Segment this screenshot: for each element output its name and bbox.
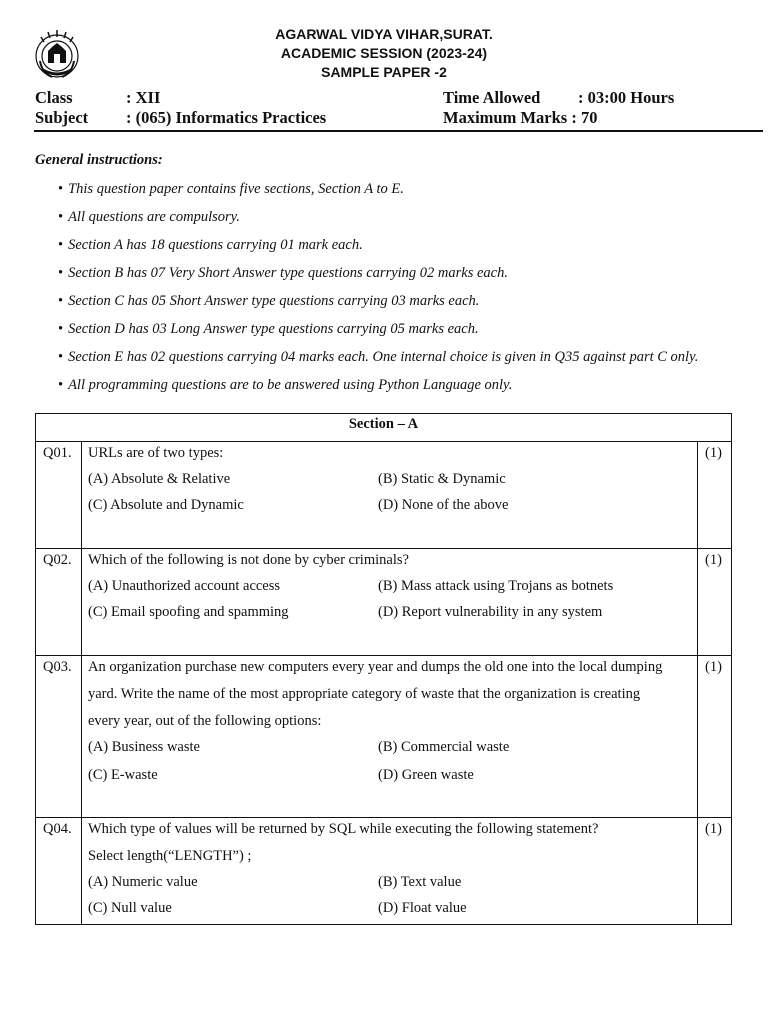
instruction-item: • All programming questions are to be answered using Python Language only.: [58, 376, 698, 404]
question-marks: (1): [705, 552, 722, 568]
question-marks: (1): [705, 821, 722, 837]
row-divider: [36, 817, 731, 818]
question-text: URLs are of two types:: [88, 445, 224, 461]
school-name: AGARWAL VIDYA VIHAR,SURAT.: [275, 26, 493, 42]
question-text: Select length(“LENGTH”) ;: [88, 848, 252, 864]
question-text: Which of the following is not done by cyber criminals?: [88, 552, 409, 568]
option-d: (D) None of the above: [378, 497, 509, 513]
option-b: (B) Commercial waste: [378, 739, 510, 755]
option-b: (B) Mass attack using Trojans as botnets: [378, 578, 614, 594]
option-b: (B) Static & Dynamic: [378, 471, 506, 487]
header-divider: [34, 130, 763, 132]
option-a: (A) Unauthorized account access: [88, 578, 281, 594]
subject-value: : (065) Informatics Practices: [126, 108, 327, 127]
instructions-title: General instructions:: [35, 152, 163, 168]
class-label: Class: [35, 88, 73, 107]
time-allowed-value: : 03:00 Hours: [578, 88, 675, 107]
option-a: (A) Numeric value: [88, 874, 198, 890]
section-a-table: [35, 413, 732, 925]
option-c: (C) E-waste: [88, 767, 158, 783]
instructions-list: [58, 180, 698, 404]
academic-session: ACADEMIC SESSION (2023-24): [280, 45, 488, 61]
section-title: Section – A: [36, 414, 731, 442]
column-divider: [81, 441, 82, 924]
class-value: : XII: [126, 88, 161, 107]
question-number: Q02.: [43, 552, 72, 568]
instruction-item: • Section E has 02 questions carrying 04 marks each. One internal choice is given in Q35 against part C only.: [58, 348, 698, 376]
option-b: (B) Text value: [378, 874, 462, 890]
option-d: (D) Report vulnerability in any system: [378, 604, 603, 620]
option-a: (A) Absolute & Relative: [88, 471, 231, 487]
subject-label: Subject: [35, 108, 89, 127]
instruction-item: • Section D has 03 Long Answer type questions carrying 05 marks each.: [58, 320, 698, 348]
question-text: Which type of values will be returned by SQL while executing the following statement?: [88, 821, 599, 837]
question-number: Q03.: [43, 659, 72, 675]
option-c: (C) Email spoofing and spamming: [88, 604, 289, 620]
question-number: Q01.: [43, 445, 72, 461]
question-marks: (1): [705, 659, 722, 675]
question-text: An organization purchase new computers every year and dumps the old one into the local dumping: [88, 659, 663, 675]
instruction-item: • All questions are compulsory.: [58, 208, 698, 236]
time-allowed-label: Time Allowed: [443, 88, 541, 107]
option-d: (D) Float value: [378, 900, 467, 916]
row-divider: [36, 655, 731, 656]
instruction-item: • This question paper contains five sections, Section A to E.: [58, 180, 698, 208]
row-divider: [36, 548, 731, 549]
option-d: (D) Green waste: [378, 767, 474, 783]
option-a: (A) Business waste: [88, 739, 200, 755]
paper-title: SAMPLE PAPER -2: [321, 64, 447, 80]
question-number: Q04.: [43, 821, 72, 837]
maximum-marks: Maximum Marks : 70: [443, 108, 598, 127]
instruction-item: • Section A has 18 questions carrying 01 mark each.: [58, 236, 698, 264]
column-divider: [697, 441, 698, 924]
question-text: yard. Write the name of the most appropriate category of waste that the organization is creating: [88, 686, 641, 702]
instruction-item: • Section B has 07 Very Short Answer type questions carrying 02 marks each.: [58, 264, 698, 292]
option-c: (C) Absolute and Dynamic: [88, 497, 244, 513]
question-text: every year, out of the following options:: [88, 713, 322, 729]
instruction-item: • Section C has 05 Short Answer type questions carrying 03 marks each.: [58, 292, 698, 320]
option-c: (C) Null value: [88, 900, 172, 916]
question-marks: (1): [705, 445, 722, 461]
